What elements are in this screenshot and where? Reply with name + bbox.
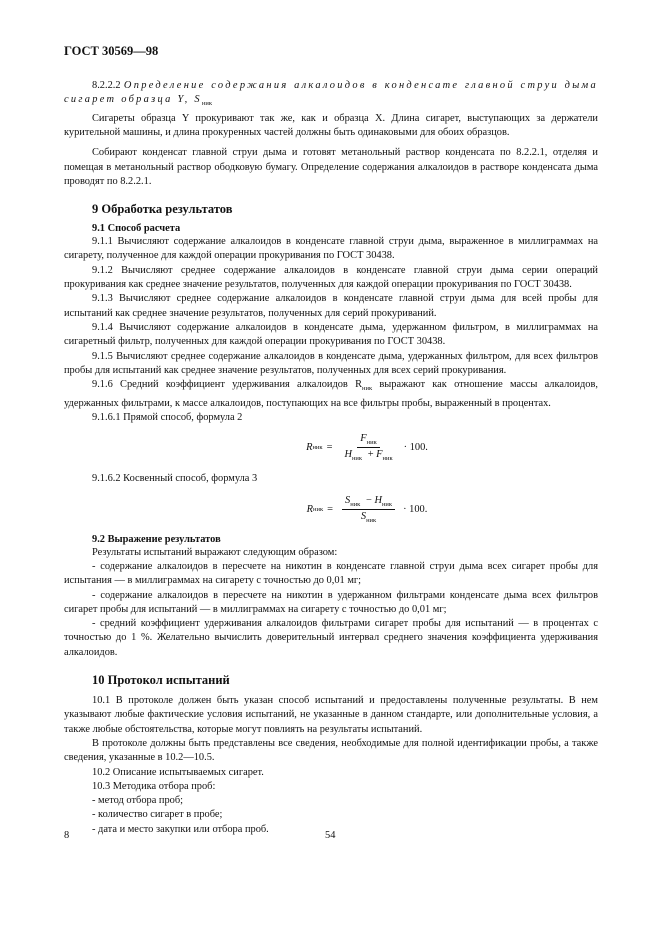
- paragraph: 9.1.4 Вычисляют содержание алкалоидов в конденсате дыма, удержанном фильтром, в миллиграммах на сигаретный фильтр, полученных для каждой операции прокуривания по ГОСТ 30438.: [64, 321, 598, 348]
- clause-title-subscript: ник: [201, 100, 213, 108]
- page-number: 8: [64, 830, 70, 841]
- section-heading-10: 10 Протокол испытаний: [92, 673, 230, 688]
- paragraph: 9.1.1 Вычисляют содержание алкалоидов в конденсате главной струи дыма, выраженное в миллиграммах на сигарету, полученное для каждой операции прокуривания по ГОСТ 30438.: [64, 236, 598, 262]
- paragraph: 10.2 Описание испытываемых сигарет.: [92, 766, 264, 778]
- clause-title: Определение содержания алкалоидов в конденсате главной струи дыма сигарет образца Y, S: [64, 80, 598, 106]
- paragraph: Результаты испытаний выражают следующим образом:: [92, 546, 338, 558]
- paragraph: Сигареты образца Y прокуривают так же, как и образца X. Длина сигарет, выступающих за держатели курительной машины, и длина прокуренных частей должны быть одинаковыми для обоих образцов.: [64, 112, 598, 138]
- paragraph-9-1-6: 9.1.6 Средний коэффициент удерживания алкалоидов $R_{ник}$ выражают как отношение массы алкалоидов, удержанных фильтрами, к массе алкалоидов, поступающих на все фильтры пробы, выраженный в процентах.: [64, 379, 598, 409]
- paragraph: Собирают конденсат главной струи дыма и готовят метанольный раствор конденсата по 8.2.2.1, отделяя и помещая в метанольный раствор ободковую бумагу. Определение содержания алкалоидов в растворе конденсата дыма проводят по 8.2.2.1.: [64, 147, 598, 187]
- paragraph: В протоколе должны быть представлены все сведения, необходимые для полной идентификации пробы, а также сведения, указанные в 10.2—10.5.: [64, 737, 598, 764]
- paragraph: 9.1.2 Вычисляют среднее содержание алкалоидов в конденсате главной струи дыма серии операций прокуривания как среднее значение результатов, полученных для каждой операции прокуривания по ГОСТ 30438.: [64, 264, 598, 291]
- paragraph: 10.1 В протоколе должен быть указан способ испытаний и предоставлены полученные результаты. В нем указывают любые фактические условия испытаний, не указанные в данном стандарте, или дополнительные условия, а также любые обстоятельства, которые могут повлиять на результаты испытаний.: [64, 695, 598, 735]
- formula-2: R ник = $\frac{F_{ник}}{H_{ник} + F_{ник}}$ · 100.: [306, 433, 428, 463]
- list-item: - содержание алкалоидов в пересчете на никотин в конденсате главной струи дыма всех сигарет пробы для испытания — в миллиграммах на сигарету с точностью до 0,01 мг;: [64, 561, 598, 587]
- paragraph: 9.1.5 Вычисляют среднее содержание алкалоидов в конденсате дыма, удержанных фильтром, для всех фильтров пробы для испытаний как среднее значение результатов, полученных для всех серий прокуривания.: [64, 350, 598, 376]
- document-header: ГОСТ 30569—98: [64, 44, 159, 58]
- subsection-heading-9-1: 9.1 Способ расчета: [92, 223, 181, 235]
- formula-3: R ник = $\frac{S_{ник} - H_{ник}}{S_{ник}}$ · 100.: [306, 494, 428, 524]
- section-heading-9: 9 Обработка результатов: [92, 202, 233, 217]
- paragraph: 9.1.6.1 Прямой способ, формула 2: [92, 411, 243, 423]
- paragraph: 10.3 Методика отбора проб:: [92, 780, 216, 792]
- document-page: [64, 44, 598, 837]
- list-item: - количество сигарет в пробе;: [92, 809, 223, 821]
- list-item: - средний коэффициент удерживания алкалоидов фильтрами сигарет пробы для испытаний — в процентах с точностью до 1 %. Желательно вычислить доверительный интервал среднего значения коэффициента удерживания алкалоидов.: [64, 618, 598, 658]
- fraction: $\frac{S_{ник} - H_{ник}}{S_{ник}}$: [342, 495, 395, 524]
- subsection-heading-9-2: 9.2 Выражение результатов: [92, 533, 221, 545]
- list-item: - метод отбора проб;: [92, 795, 184, 807]
- list-item: - содержание алкалоидов в пересчете на никотин в удержанном фильтрами конденсате дыма всех фильтров сигарет пробы для испытаний — в миллиграммах на сигарету с точностью до 0,01 мг;: [64, 589, 598, 615]
- paragraph-8-2-2-2: [64, 79, 598, 112]
- fraction: $\frac{F_{ник}}{H_{ник} + F_{ник}}$: [344, 433, 393, 463]
- page-number-center: 54: [325, 830, 336, 841]
- paragraph: 9.1.6.2 Косвенный способ, формула 3: [92, 473, 258, 485]
- list-item: - дата и место закупки или отбора проб.: [92, 823, 269, 835]
- paragraph: 9.1.3 Вычисляют среднее содержание алкалоидов в конденсате главной струи дыма для всей пробы для испытаний как среднее значение результатов, полученных для серий прокуриваний.: [64, 293, 598, 319]
- clause-number: 8.2.2.2: [92, 80, 121, 91]
